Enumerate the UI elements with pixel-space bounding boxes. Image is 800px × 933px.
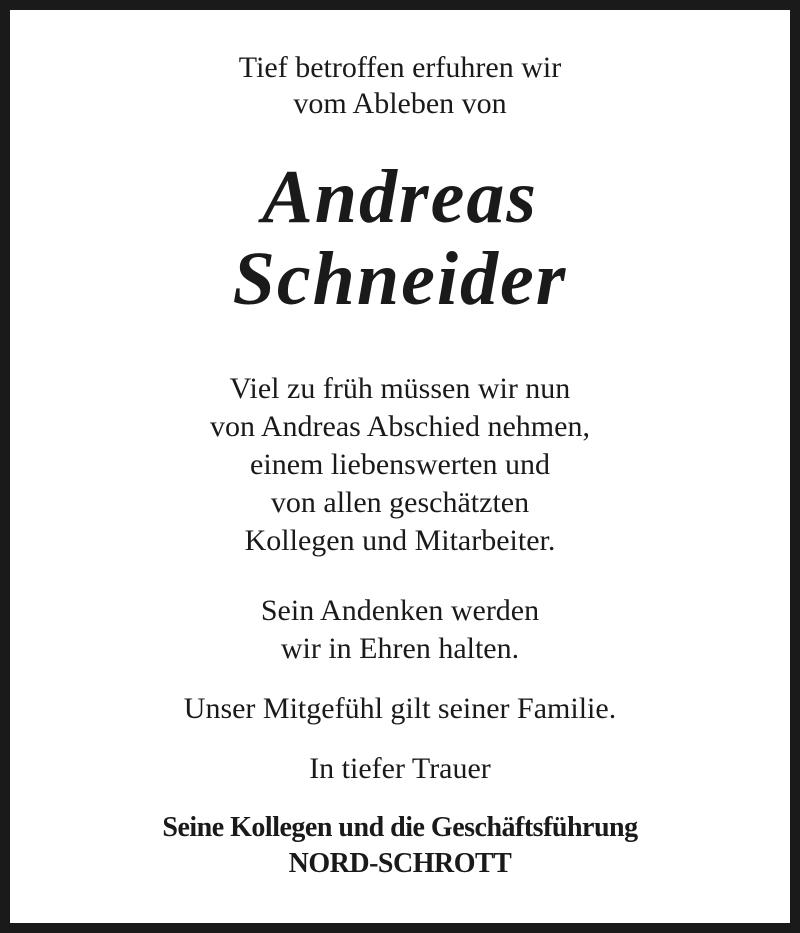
intro-text bbox=[10, 50, 790, 122]
memory-line-1: Sein Andenken werden bbox=[260, 594, 540, 627]
sympathy-text bbox=[10, 690, 790, 728]
message-line-5: Kollegen und Mitarbeiter. bbox=[244, 524, 556, 557]
message-line-2: von Andreas Abschied nehmen, bbox=[210, 410, 590, 443]
message-line-1: Viel zu früh müssen wir nun bbox=[229, 372, 571, 405]
message-line-4: von allen geschätzten bbox=[270, 486, 530, 519]
sympathy-line: Unser Mitgefühl gilt seiner Familie. bbox=[183, 692, 617, 725]
memory-line-2: wir in Ehren halten. bbox=[280, 632, 520, 665]
farewell-message bbox=[10, 370, 790, 560]
deceased-last-name: Schneider bbox=[232, 237, 568, 321]
memory-text bbox=[10, 592, 790, 668]
deceased-first-name: Andreas bbox=[262, 155, 538, 239]
intro-line-2: vom Ableben von bbox=[293, 87, 507, 120]
mourning-text bbox=[10, 750, 790, 788]
signature-senders: Seine Kollegen und die Geschäftsführung bbox=[162, 812, 638, 843]
message-line-3: einem liebenswerten und bbox=[250, 448, 550, 481]
signature-company: NORD-SCHROTT bbox=[288, 848, 512, 879]
mourning-line: In tiefer Trauer bbox=[309, 752, 491, 785]
intro-line-1: Tief betroffen erfuhren wir bbox=[238, 51, 562, 84]
signature bbox=[10, 810, 790, 882]
deceased-name bbox=[10, 156, 790, 320]
